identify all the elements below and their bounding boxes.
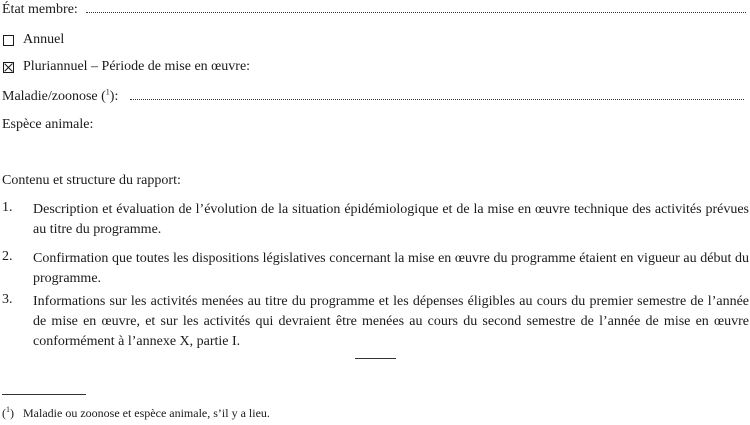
annuel-checkbox[interactable] xyxy=(3,35,14,46)
footnote-ref-1: 1 xyxy=(105,87,110,97)
pluriannuel-label: Pluriannuel – Période de mise en œuvre: xyxy=(23,59,251,74)
footnote-separator xyxy=(2,394,86,395)
maladie-label-suffix: ): xyxy=(109,89,119,104)
maladie-label-text: Maladie/zoonose ( xyxy=(2,89,106,104)
pluriannuel-checkbox[interactable] xyxy=(3,62,14,73)
list-item-text: Informations sur les activités menées au titre du programme et les dépenses éligibles au cours du premier semestre de l’année de mise en œuvre, et sur les activités qui devraient être menées au cours du second semestre de l’année de mise en œuvre conformément à l’annexe X, partie I. xyxy=(33,294,749,349)
footnote-number: 1 xyxy=(6,405,10,414)
etat-membre-dotted-line xyxy=(86,12,746,13)
annuel-label: Annuel xyxy=(23,32,65,47)
maladie-dotted-line xyxy=(130,99,744,100)
footnote: ($^1$) Maladie ou zoonose et espèce animale, s’il y a lieu. xyxy=(2,405,270,420)
list-item-number: 1. xyxy=(2,200,13,215)
maladie-zoonose-label xyxy=(2,89,118,105)
section-divider xyxy=(355,358,396,359)
footnote-text: Maladie ou zoonose et espèce animale, s’il y a lieu. xyxy=(23,406,270,420)
etat-membre-label: État membre: xyxy=(2,2,78,17)
list-item-text: Description et évaluation de l’évolution de la situation épidémiologique et de la mise en œuvre technique des activités prévues au titre du programme. xyxy=(33,202,749,237)
list-item-text: Confirmation que toutes les dispositions législatives concernant la mise en œuvre du programme étaient en vigueur au début du programme. xyxy=(33,251,749,286)
contenu-title: Contenu et structure du rapport: xyxy=(2,173,181,188)
espece-animale-label: Espèce animale: xyxy=(2,117,94,132)
list-item-number: 3. xyxy=(2,292,13,307)
list-item-number: 2. xyxy=(2,249,13,264)
